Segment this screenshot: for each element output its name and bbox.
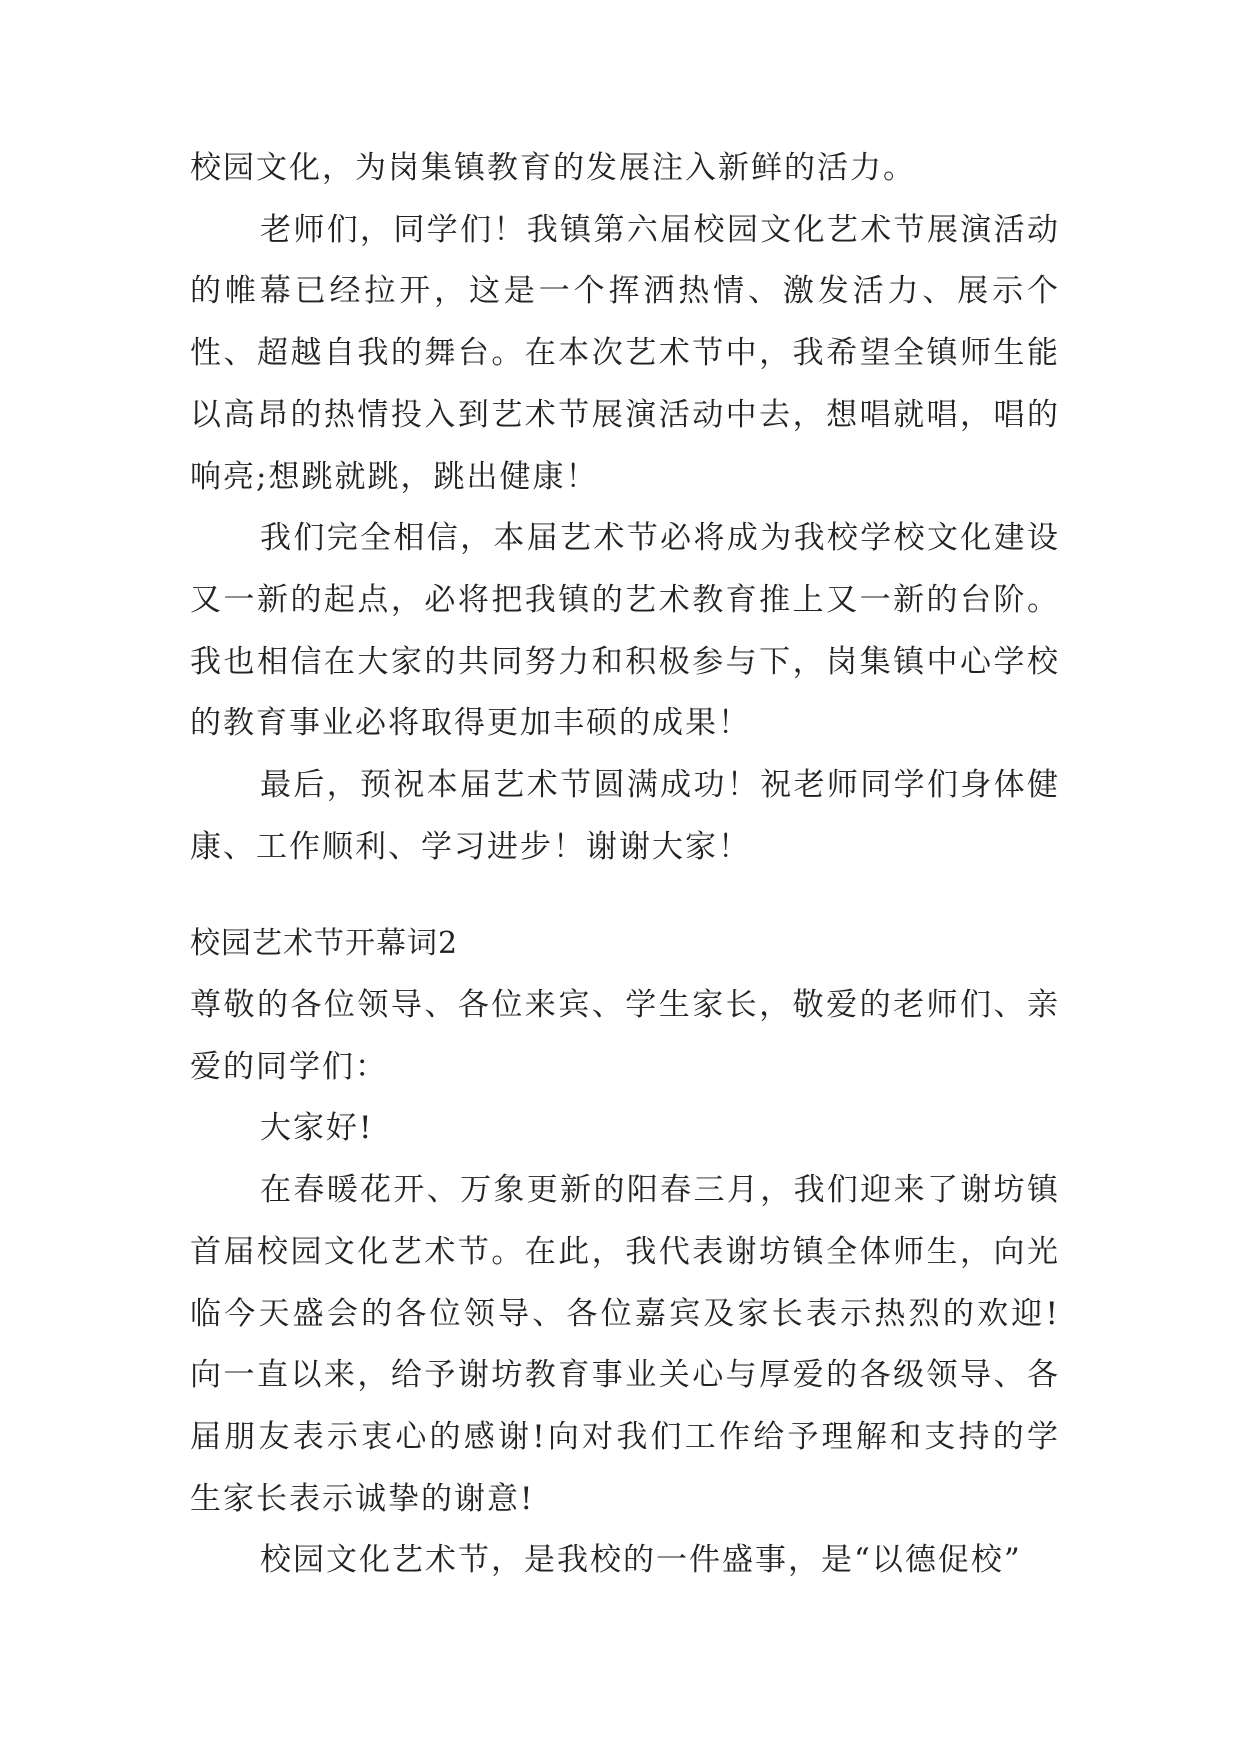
paragraph: 在春暖花开、万象更新的阳春三月，我们迎来了谢坊镇首届校园文化艺术节。在此，我代表谢坊镇全体师生，向光临今天盛会的各位领导、各位嘉宾及家长表示热烈的欢迎!向一直以来，给予谢坊教育事业关心与厚爱的各级领导、各届朋友表示衷心的感谢!向对我们工作给予理解和支持的学生家长表示诚挚的谢意! <box>190 1172 1060 1517</box>
section-1 <box>190 138 1060 878</box>
paragraph: 最后，预祝本届艺术节圆满成功！祝老师同学们身体健康、工作顺利、学习进步！谢谢大家！ <box>190 767 1060 865</box>
salutation: 尊敬的各位领导、各位来宾、学生家长，敬爱的老师们、亲爱的同学们： <box>190 987 1060 1085</box>
paragraph: 校园文化艺术节，是我校的一件盛事，是“以德促校” <box>260 1542 1022 1579</box>
paragraph: 我们完全相信，本届艺术节必将成为我校学校文化建设又一新的起点，必将把我镇的艺术教育推上又一新的台阶。我也相信在大家的共同努力和积极参与下，岗集镇中心学校的教育事业必将取得更加丰硕的成果！ <box>190 520 1060 742</box>
paragraph: 老师们，同学们！我镇第六届校园文化艺术节展演活动的帷幕已经拉开，这是一个挥洒热情、激发活力、展示个性、超越自我的舞台。在本次艺术节中，我希望全镇师生能以高昂的热情投入到艺术节展演活动中去，想唱就唱，唱的响亮;想跳就跳，跳出健康！ <box>190 211 1060 495</box>
paragraph: 校园文化，为岗集镇教育的发展注入新鲜的活力。 <box>190 150 916 186</box>
greeting: 大家好! <box>260 1110 374 1147</box>
section-title: 校园艺术节开幕词2 <box>190 926 459 961</box>
section-2 <box>190 913 1060 1592</box>
